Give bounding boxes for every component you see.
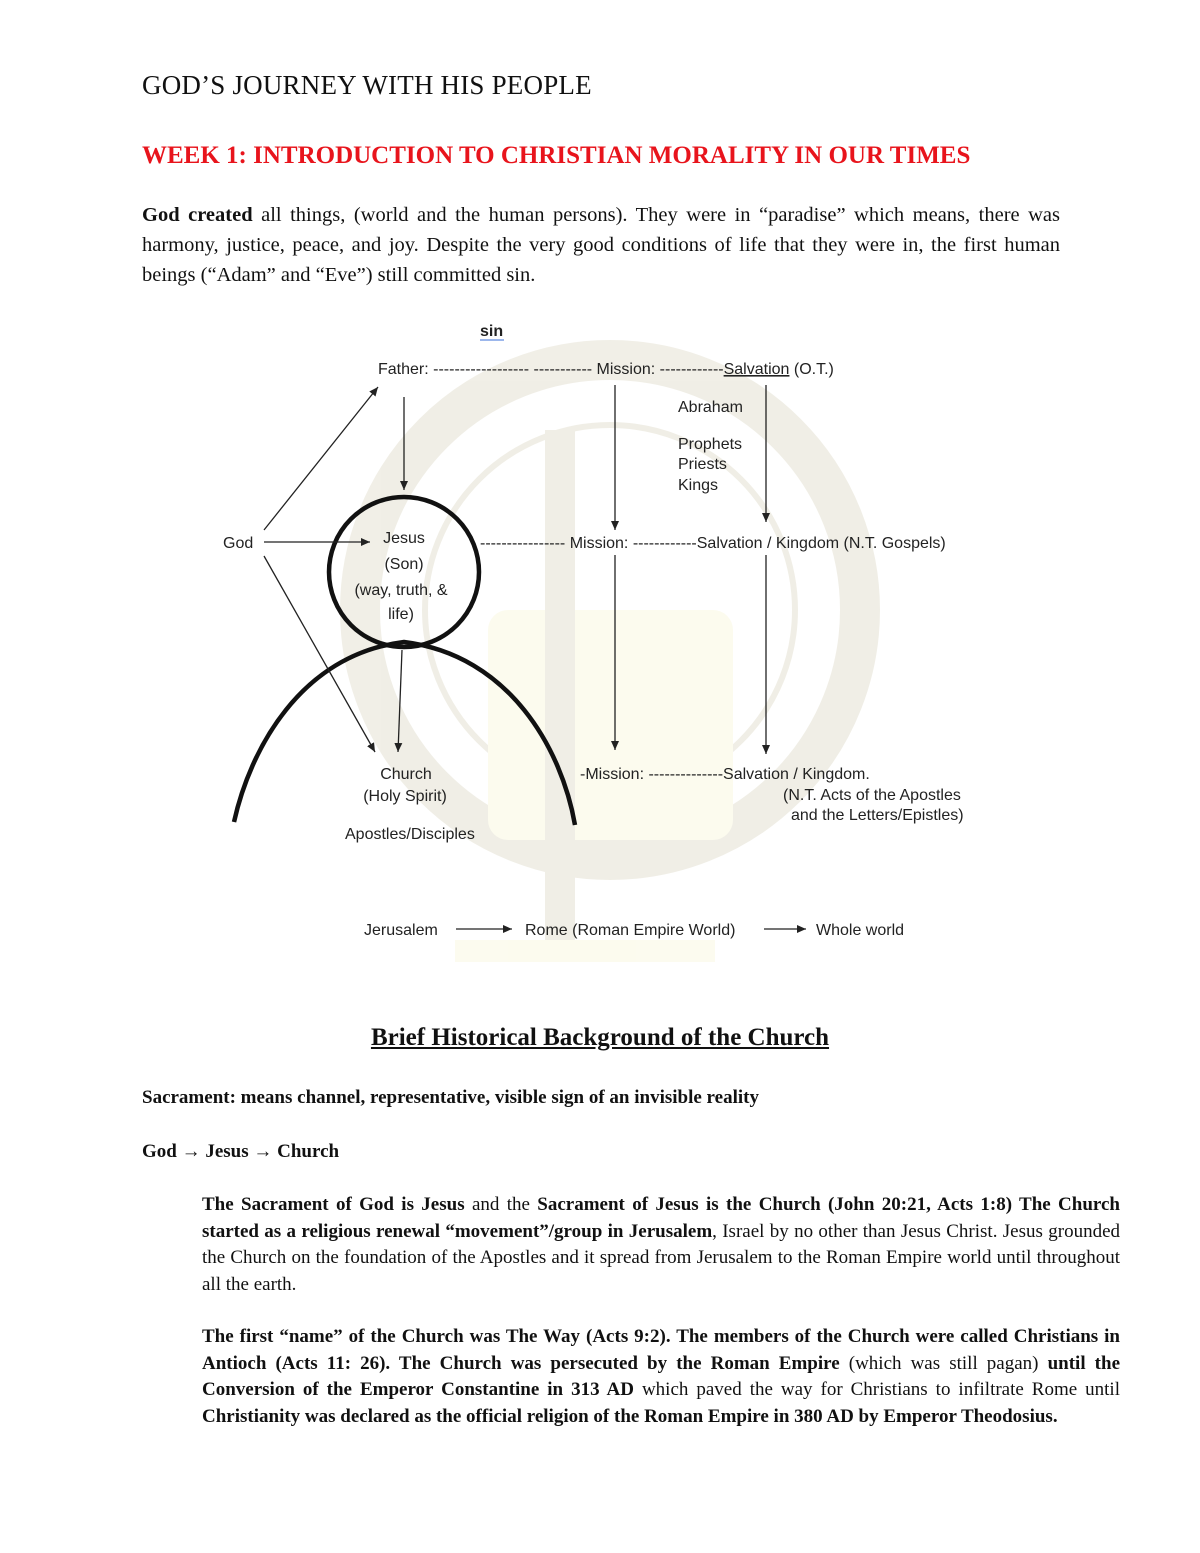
holy-spirit-label: (Holy Spirit)	[363, 788, 447, 805]
father-row-text: Father: ------------------ ----------- Mission: ------------	[378, 361, 724, 378]
jesus-label: Jesus	[383, 530, 425, 547]
paragraph-sacrament	[142, 1192, 1120, 1298]
section-heading: Brief Historical Background of the Church	[370, 1024, 830, 1051]
week-heading: WEEK 1: INTRODUCTION TO CHRISTIAN MORALITY IN OUR TIMES	[142, 142, 971, 169]
jerusalem-label: Jerusalem	[364, 922, 438, 939]
document-title: GOD’S JOURNEY WITH HIS PEOPLE	[142, 70, 592, 100]
jesus-row: ---------------- Mission: ------------Salvation / Kingdom (N.T. Gospels)	[480, 535, 946, 552]
p2-bold-2: until the Conversion of the Emperor Constantine in 313 AD	[202, 1352, 1121, 1400]
church-label: Church	[380, 766, 432, 783]
father-row	[378, 361, 834, 378]
prophets-label: Prophets	[678, 436, 743, 453]
abraham-label: Abraham	[678, 399, 743, 416]
sacrament-text: means channel, representative, visible sign of an invisible reality	[235, 1087, 759, 1108]
kings-label: Kings	[678, 477, 719, 494]
life-label: life)	[388, 606, 414, 623]
ot-label: (O.T.)	[789, 361, 834, 378]
letters-label: and the Letters/Epistles)	[791, 807, 964, 824]
p2-bold-1: The first “name” of the Church was The Way (Acts 9:2). The members of the Church were called Christians in Antioch (Acts 11: 26). The Church was persecuted by the Roman Empire	[202, 1326, 1120, 1374]
paragraph-history	[142, 1324, 1120, 1430]
son-label: (Son)	[384, 556, 424, 573]
p2-text-1: (which was still pagan)	[839, 1352, 1048, 1374]
p2-bold-3: Christianity was declared as the official religion of the Roman Empire in 380 AD by Emperor Theodosius.	[202, 1405, 1058, 1427]
church-row: -Mission: --------------Salvation / Kingdom.	[580, 766, 870, 783]
p1-text-2: , Israel by no other than Jesus Christ. Jesus grounded the Church on the foundation of the Apostles and it spread from Jerusalem to the Roman Empire world until throughout all the earth.	[202, 1220, 1120, 1295]
p2-text-2: which paved the way for Christians to infiltrate Rome until	[633, 1379, 1120, 1400]
sacrament-definition	[142, 1087, 759, 1109]
watermark-seal	[360, 360, 860, 962]
intro-bold-lead: God created	[142, 204, 253, 226]
rome-label: Rome (Roman Empire World)	[525, 922, 736, 939]
sin-label: sin	[480, 323, 504, 340]
intro-paragraph	[142, 200, 1060, 290]
salvation-ot-label: Salvation	[723, 361, 790, 378]
intro-text: all things, (world and the human persons). They were in “paradise” which means, there was harmony, justice, peace, and joy. Despite the very good conditions of life that they were in, the first human beings (“Adam” and “Eve”) still committed sin.	[142, 204, 1060, 286]
god-jesus-church-chain: God → Jesus → Church	[142, 1141, 340, 1162]
sacrament-term: Sacrament:	[142, 1087, 236, 1108]
whole-world-label: Whole world	[816, 922, 905, 939]
god-label: God	[223, 535, 254, 552]
p1-bold-1: The Sacrament of God is Jesus	[202, 1194, 465, 1215]
priests-label: Priests	[678, 456, 727, 473]
apostles-label: Apostles/Disciples	[345, 826, 475, 843]
way-truth-label: (way, truth, &	[354, 582, 448, 599]
journey-diagram	[0, 310, 1200, 990]
p1-bold-2: Sacrament of Jesus is the Church (John 20:21, Acts 1:8) The Church started as a religious renewal “movement”/group in Jerusalem	[202, 1194, 1120, 1242]
p1-text-1: and the	[464, 1194, 538, 1215]
acts-label: (N.T. Acts of the Apostles	[783, 787, 961, 804]
